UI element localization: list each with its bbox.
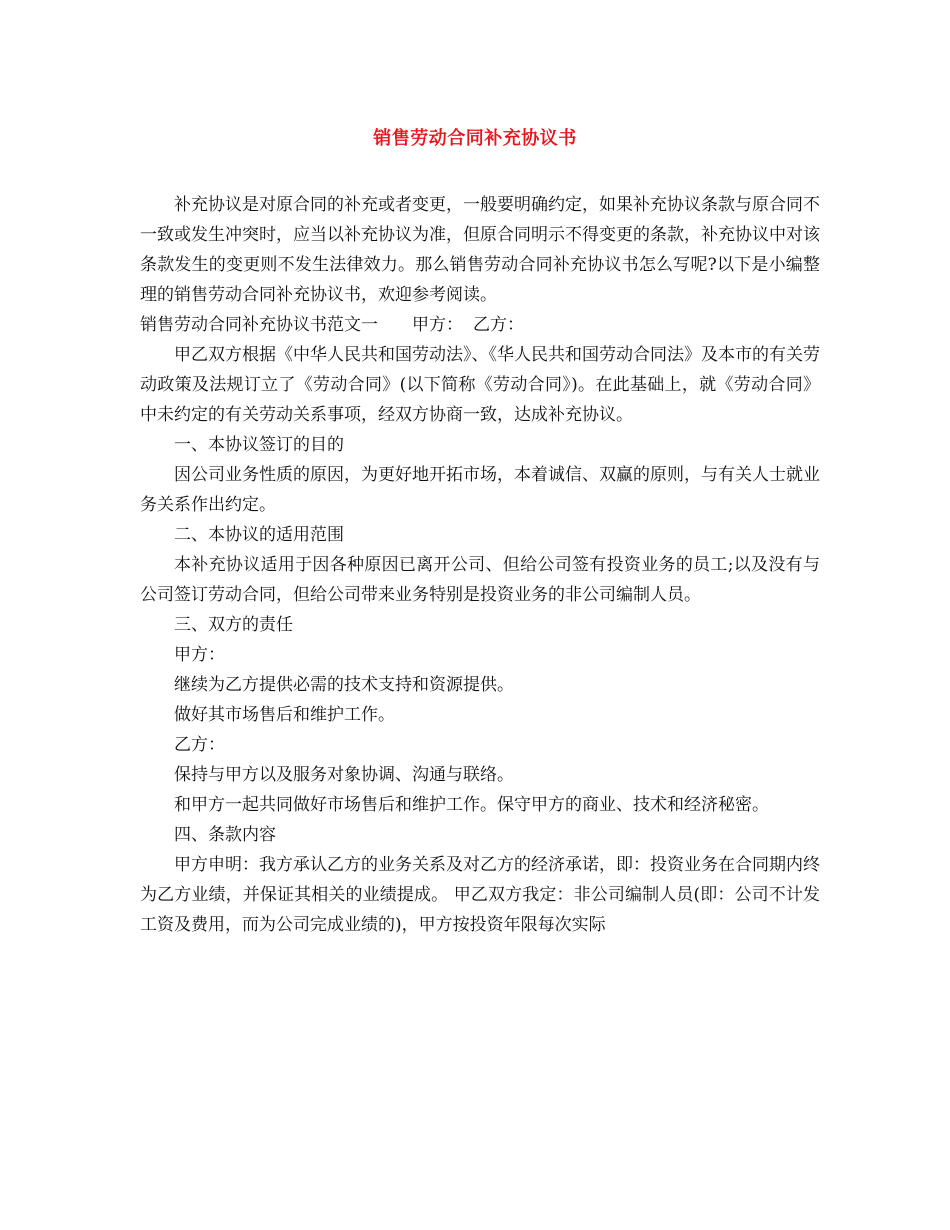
section2-text: 本补充协议适用于因各种原因已离开公司、但给公司签有投资业务的员工;以及没有与公司签订劳动合同，但给公司带来业务特别是投资业务的非公司编制人员。 [140, 555, 820, 605]
party-b-heading: 乙方： [174, 735, 225, 755]
party-a-duty-2: 做好其市场售后和维护工作。 [174, 705, 395, 725]
party-b-label: 乙方： [473, 315, 524, 335]
section4-text: 甲方申明：我方承认乙方的业务关系及对乙方的经济承诺，即：投资业务在合同期内终为乙方业绩，并保证其相关的业绩提成。 甲乙双方我定：非公司编制人员(即：公司不计发工资及费用，而为公司完成业绩的)，甲方按投资年限每次实际 [140, 855, 820, 935]
intro-paragraph: 补充协议是对原合同的补充或者变更，一般要明确约定，如果补充协议条款与原合同不一致或发生冲突时，应当以补充协议为准，但原合同明示不得变更的条款，补充协议中对该条款发生的变更则不发生法律效力。那么销售劳动合同补充协议书怎么写呢?以下是小编整理的销售劳动合同补充协议书，欢迎参考阅读。 [140, 195, 820, 305]
section2-heading: 二、本协议的适用范围 [174, 525, 344, 545]
party-a-label: 甲方： [412, 315, 463, 335]
document-title: 销售劳动合同补充协议书 [373, 128, 577, 149]
party-b-duty-1: 保持与甲方以及服务对象协调、沟通与联络。 [174, 765, 514, 785]
party-b-duty-2: 和甲方一起共同做好市场售后和维护工作。保守甲方的商业、技术和经济秘密。 [174, 795, 769, 815]
preamble-paragraph: 甲乙双方根据《中华人民共和国劳动法》、《华人民共和国劳动合同法》及本市的有关劳动政策及法规订立了《劳动合同》(以下简称《劳动合同》)。在此基础上，就《劳动合同》中未约定的有关劳动关系事项，经双方协商一致，达成补充协议。 [140, 345, 820, 425]
section4-heading: 四、条款内容 [174, 825, 276, 845]
sample-heading: 销售劳动合同补充协议书范文一 [140, 315, 378, 335]
section3-heading: 三、双方的责任 [174, 615, 293, 635]
section1-text: 因公司业务性质的原因，为更好地开拓市场，本着诚信、双赢的原则，与有关人士就业务关系作出约定。 [140, 465, 820, 515]
document-body [140, 190, 820, 940]
section1-heading: 一、本协议签订的目的 [174, 435, 344, 455]
party-a-duty-1: 继续为乙方提供必需的技术支持和资源提供。 [174, 675, 514, 695]
sample-heading-line [140, 310, 820, 340]
party-a-heading: 甲方： [174, 645, 225, 665]
